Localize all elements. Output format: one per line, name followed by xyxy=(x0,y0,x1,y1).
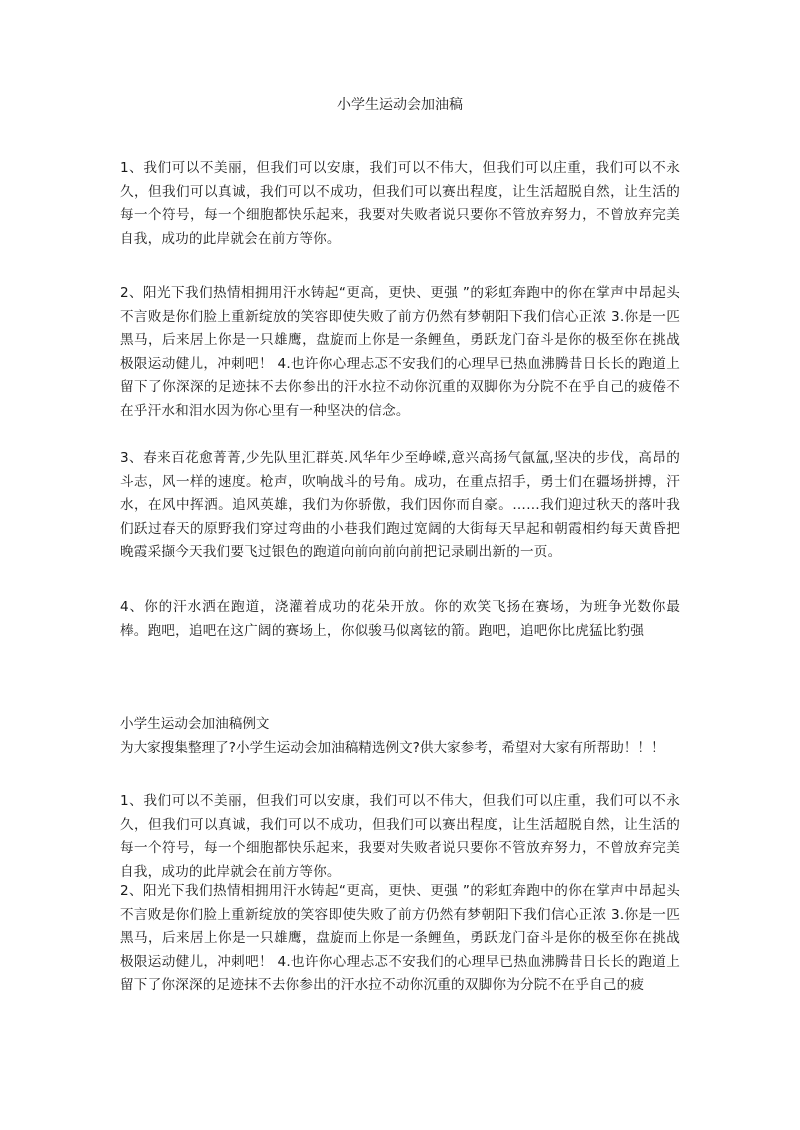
paragraph-2: 2、阳光下我们热情相拥用汗水铸起“更高，更快、更强 ”的彩虹奔跑中的你在掌声中昂起头不言败是你们脸上重新绽放的笑容即使失败了前方仍然有梦朝阳下我们信心正浓 3.你是一匹黑马，后来居上你是一只雄鹰，盘旋而上你是一条鲤鱼，勇跃龙门奋斗是你的极至你在挑战极限运动健儿，冲刺吧！ 4.也许你心理忐忑不安我们的心理早已热血沸腾昔日长长的跑道上留下了你深深的足迹抹不去你参出的汗水拉不动你沉重的双脚你为分院不在乎自己的疲倦不在乎汗水和泪水因为你心里有一种坚决的信念。 xyxy=(120,285,680,419)
document-title: 小学生运动会加油稿 xyxy=(337,97,463,113)
paragraph-3: 3、春来百花愈菁菁,少先队里汇群英.风华年少至峥嵘,意兴高扬气氤氲,坚决的步伐，高昂的斗志，风一样的速度。枪声，吹响战斗的号角。成功，在重点招手，勇士们在疆场拼搏，汗水，在风中挥洒。追风英雄，我们为你骄傲，我们因你而自豪。……我们迎过秋天的落叶我们跃过春天的原野我们穿过弯曲的小巷我们跑过宽阔的大街每天早起和朝霞相约每天黄昏把晚霞采撷今天我们要飞过银色的跑道向前向前向前把记录刷出新的一页。 xyxy=(120,450,680,560)
paragraph-1: 1、我们可以不美丽，但我们可以安康，我们可以不伟大，但我们可以庄重，我们可以不永久，但我们可以真诚，我们可以不成功，但我们可以赛出程度，让生活超脱自然，让生活的每一个符号，每一个细胞都快乐起来，我要对失败者说只要你不管放弃努力，不曾放弃完美自我，成功的此岸就会在前方等你。 xyxy=(120,160,680,247)
section-title: 小学生运动会加油稿例文 xyxy=(120,716,270,732)
repeat-paragraph-2: 2、阳光下我们热情相拥用汗水铸起“更高，更快、更强 ”的彩虹奔跑中的你在掌声中昂起头不言败是你们脸上重新绽放的笑容即使失败了前方仍然有梦朝阳下我们信心正浓 3.你是一匹黑马，后来居上你是一只雄鹰，盘旋而上你是一条鲤鱼，勇跃龙门奋斗是你的极至你在挑战极限运动健儿，冲刺吧！ 4.也许你心理忐忑不安我们的心理早已热血沸腾昔日长长的跑道上留下了你深深的足迹抹不去你参出的汗水拉不动你沉重的双脚你为分院不在乎自己的疲 xyxy=(120,883,680,993)
paragraph-4: 4、你的汗水洒在跑道，浇灌着成功的花朵开放。你的欢笑飞扬在赛场，为班争光数你最棒。跑吧，追吧在这广阔的赛场上，你似骏马似离铉的箭。跑吧，追吧你比虎猛比豹强 xyxy=(120,599,680,639)
intro-line: 为大家搜集整理了?小学生运动会加油稿精选例文?供大家参考，希望对大家有所帮助！！！ xyxy=(120,740,665,756)
repeat-paragraph-1: 1、我们可以不美丽，但我们可以安康，我们可以不伟大，但我们可以庄重，我们可以不永久，但我们可以真诚，我们可以不成功，但我们可以赛出程度，让生活超脱自然，让生活的每一个符号，每一个细胞都快乐起来，我要对失败者说只要你不管放弃努力，不曾放弃完美自我，成功的此岸就会在前方等你。 xyxy=(120,793,680,880)
